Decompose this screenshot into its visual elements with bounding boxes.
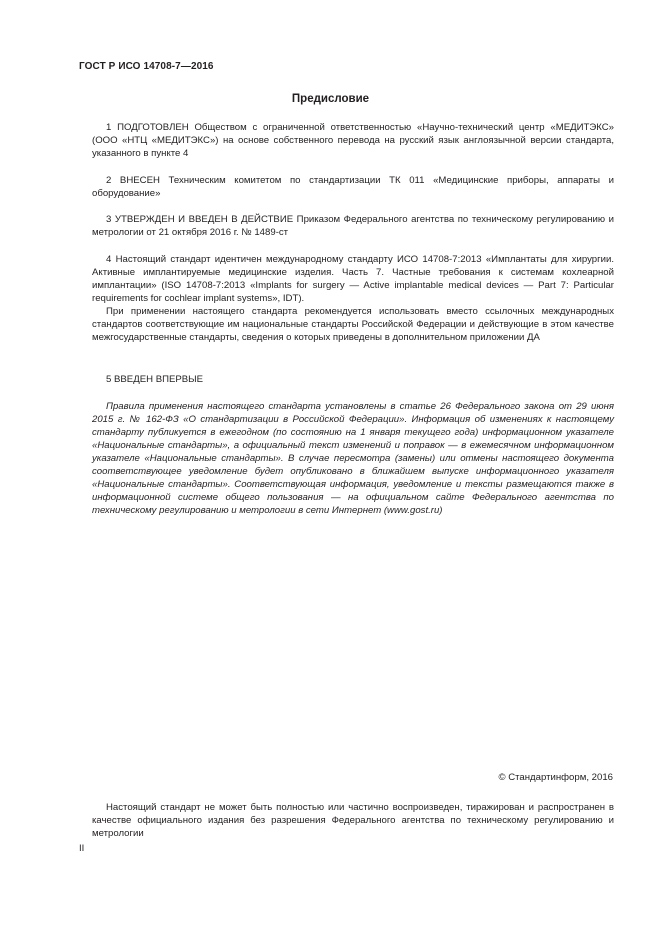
item-3-text: 3 УТВЕРЖДЕН И ВВЕДЕН В ДЕЙСТВИЕ Приказом Федерального агентства по техническому регулированию и метрологии от 21 октября 2016 г. № 1489-ст	[92, 214, 614, 238]
page-number: II	[79, 843, 85, 854]
item-4-text: 4 Настоящий стандарт идентичен международному стандарту ИСО 14708-7:2013 «Имплантаты для хирургии. Активные имплантируемые медицинские изделия. Часть 7. Частные требования к системам кохлеарной имплантации» (ISO 14708-7:2013 «Implants for surgery — Active implantable medical devices — Part 7: Particular requirements for cochlear implant systems», IDT).	[92, 254, 614, 304]
footer-notice	[92, 801, 614, 840]
footer-text: Настоящий стандарт не может быть полностью или частично воспроизведен, тиражирован и распространен в качестве официального издания без разрешения Федерального агентства по техническому регулированию и метрологии	[92, 802, 614, 839]
item-5-text: 5 ВВЕДЕН ВПЕРВЫЕ	[106, 374, 204, 385]
page-title: Предисловие	[291, 93, 370, 105]
item-3	[92, 213, 614, 239]
item-2	[92, 174, 614, 200]
notice-text: Правила применения настоящего стандарта установлены в статье 26 Федерального закона от 29 июня 2015 г. № 162-ФЗ «О стандартизации в Российской Федерации». Информация об изменениях к настоящему стандарту публикуется в ежегодном (по состоянию на 1 января текущего года) информационном указателе «Национальные стандарты», а официальный текст изменений и поправок — в ежемесячном информационном указателе «Национальные стандарты». В случае пересмотра (замены) или отмены настоящего документа соответствующее уведомление будет опубликовано в ближайшем выпуске информационного указателя «Национальные стандарты». Соответствующая информация, уведомление и тексты размещаются также в информационной системе общего пользования — на официальном сайте Федерального агентства по техническому регулированию и метрологии в сети Интернет (www.gost.ru)	[92, 401, 614, 516]
item-2-text: 2 ВНЕСЕН Техническим комитетом по стандартизации ТК 011 «Медицинские приборы, аппараты и оборудование»	[92, 175, 614, 199]
copyright: © Стандартинформ, 2016	[498, 772, 613, 783]
item-1-text: 1 ПОДГОТОВЛЕН Обществом с ограниченной ответственностью «Научно-технический центр «МЕДИТЭКС» (ООО «НТЦ «МЕДИТЭКС») на основе собственного перевода на русский язык англоязычной версии стандарта, указанного в пункте 4	[92, 122, 614, 159]
standard-code-header: ГОСТ Р ИСО 14708-7—2016	[79, 61, 214, 72]
notice-block	[92, 400, 614, 517]
item-4	[92, 253, 614, 344]
item-5	[92, 373, 614, 386]
item-1	[92, 121, 614, 160]
item-4-text-2: При применении настоящего стандарта рекомендуется использовать вместо ссылочных международных стандартов соответствующие им национальные стандарты Российской Федерации и действующие в этом качестве межгосударственные стандарты, сведения о которых приведены в дополнительном приложении ДА	[92, 306, 614, 343]
